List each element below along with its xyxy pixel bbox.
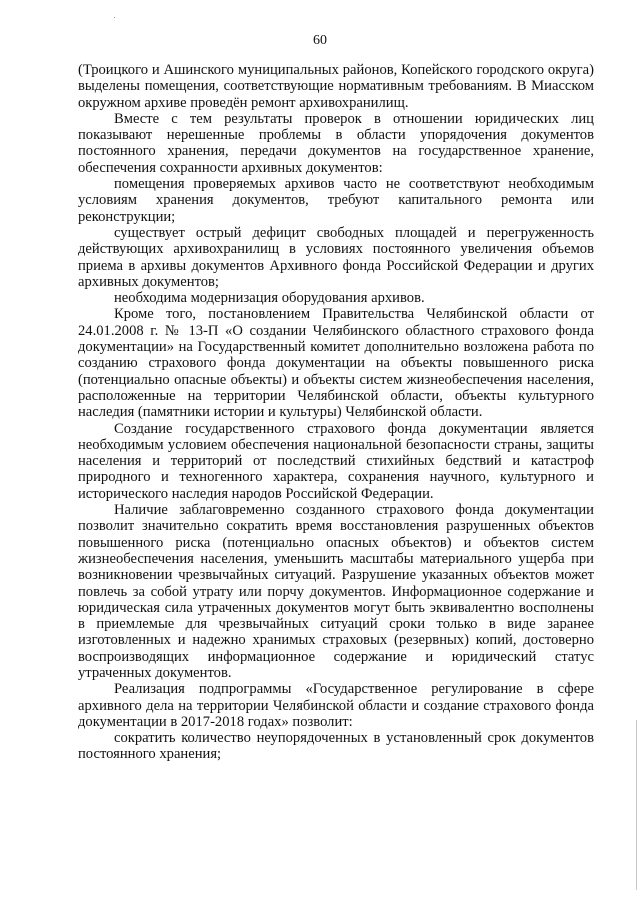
scan-edge-line [636, 720, 637, 890]
paragraph: Вместе с тем результаты проверок в отношении юридических лиц показывают нерешенные проблемы в области упорядочения документов постоянного хранения, передачи документов на государственное хранение, обеспечения сохранности архивных документов: [78, 110, 594, 176]
paragraph: (Троицкого и Ашинского муниципальных районов, Копейского городского округа) выделены помещения, соответствующие нормативным требованиям. В Миасском окружном архиве проведён ремонт архивохранилищ. [78, 62, 594, 111]
paragraph: Кроме того, постановлением Правительства Челябинской области от 24.01.2008 г. № 13-П «О создании Челябинского областного страхового фонда документации» на Государственный комитет дополнительно возложена работа по созданию страхового фонда документации на объекты повышенного риска (потенциально опасные объекты) и объекты систем жизнеобеспечения населения, расположенные на территории Челябинской области, объекты культурного наследия (памятники истории и культуры) Челябинской области. [78, 306, 594, 421]
paragraph: помещения проверяемых архивов часто не соответствуют необходимым условиям хранения документов, требуют капитального ремонта или реконструкции; [78, 176, 594, 225]
paragraph: Наличие заблаговременно созданного страхового фонда документации позволит значительно сократить время восстановления разрушенных объектов повышенного риска (потенциально опасных объектов) и объектов систем жизнеобеспечения населения, уменьшить масштабы материального ущерба при возникновении чрезвычайных ситуаций. Разрушение указанных объектов может повлечь за собой утрату или порчу документов. Информационное содержание и юридическая сила утраченных документов могут быть эквивалентно восполнены в приемлемые для чрезвычайных ситуаций сроки только в виде заранее изготовленных и надежно хранимых страховых (резервных) копий, достоверно воспроизводящих информационное содержание и юридический статус утраченных документов. [78, 502, 594, 681]
paragraph: необходима модернизация оборудования архивов. [114, 290, 425, 307]
scan-speck [114, 17, 115, 18]
paragraph: Создание государственного страхового фонда документации является необходимым условием обеспечения национальной безопасности страны, защиты населения и территорий от последствий стихийных бедствий и катастроф природного и техногенного характера, сохранения научного, культурного и исторического наследия народов Российской Федерации. [78, 420, 594, 502]
body-text [78, 62, 594, 763]
paragraph: Реализация подпрограммы «Государственное регулирование в сфере архивного дела на территории Челябинской области и создание страхового фонда документации в 2017-2018 годах» позволит: [78, 681, 594, 730]
paragraph: существует острый дефицит свободных площадей и перегруженность действующих архивохранилищ в условиях постоянного увеличения объемов приема в архивы документов Архивного фонда Российской Федерации и других архивных документов; [78, 224, 594, 290]
paragraph: сократить количество неупорядоченных в установленный срок документов постоянного хранения; [78, 730, 594, 763]
page-number: 60 [313, 33, 327, 48]
